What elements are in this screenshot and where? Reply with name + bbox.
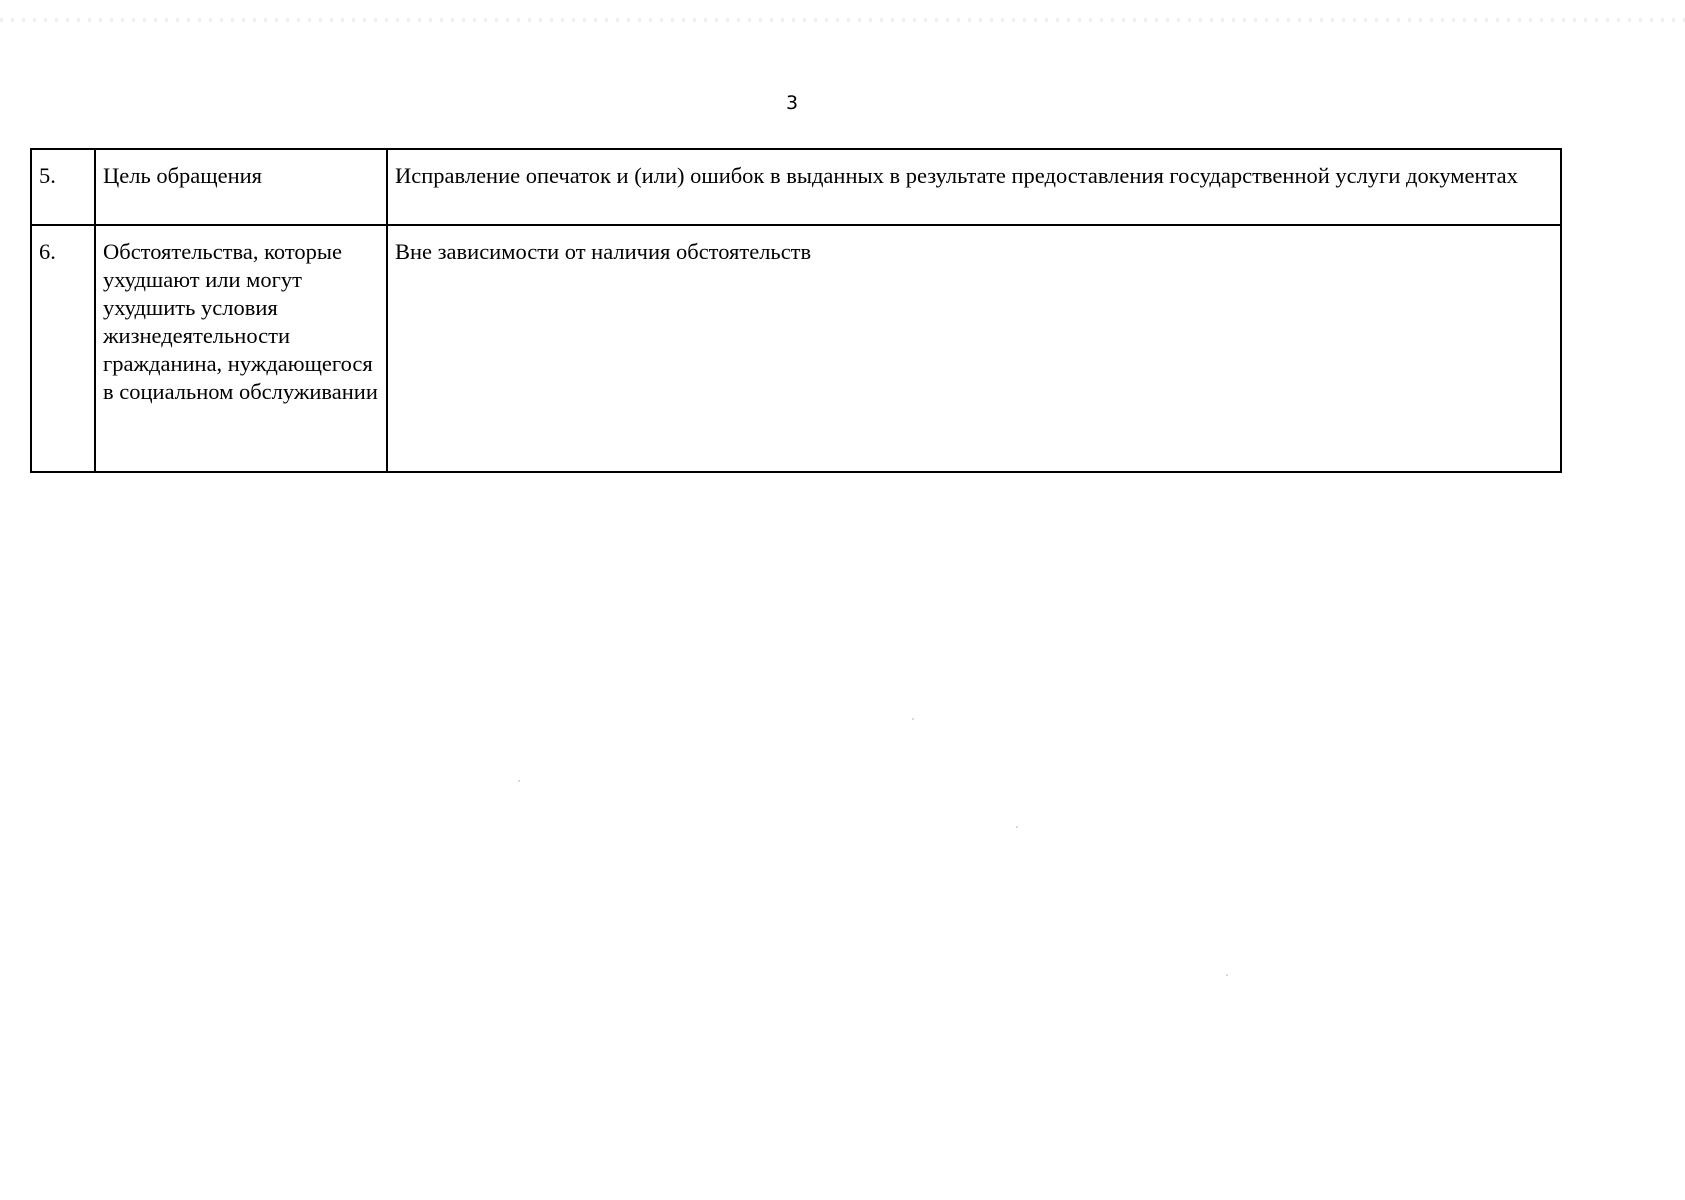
table-row [31, 149, 1561, 225]
row-number-cell: 6. [31, 225, 95, 472]
service-info-table [30, 148, 1562, 473]
row-label-cell: Обстоятельства, которые ухудшают или могут ухудшить условия жизнедеятельности гражданина, нуждающегося в социальном обслуживании [95, 225, 387, 472]
scan-speck [912, 718, 914, 720]
scan-edge-artifact [0, 18, 1685, 22]
row-value-cell: Исправление опечаток и (или) ошибок в выданных в результате предоставления государственной услуги документах [387, 149, 1561, 225]
row-number-cell: 5. [31, 149, 95, 225]
row-label-cell: Цель обращения [95, 149, 387, 225]
page-number: 3 [785, 92, 799, 114]
scan-speck [1016, 826, 1018, 828]
row-value-cell: Вне зависимости от наличия обстоятельств [387, 225, 1561, 472]
table-row [31, 225, 1561, 472]
scan-speck [1226, 974, 1228, 976]
scan-speck [518, 780, 520, 782]
